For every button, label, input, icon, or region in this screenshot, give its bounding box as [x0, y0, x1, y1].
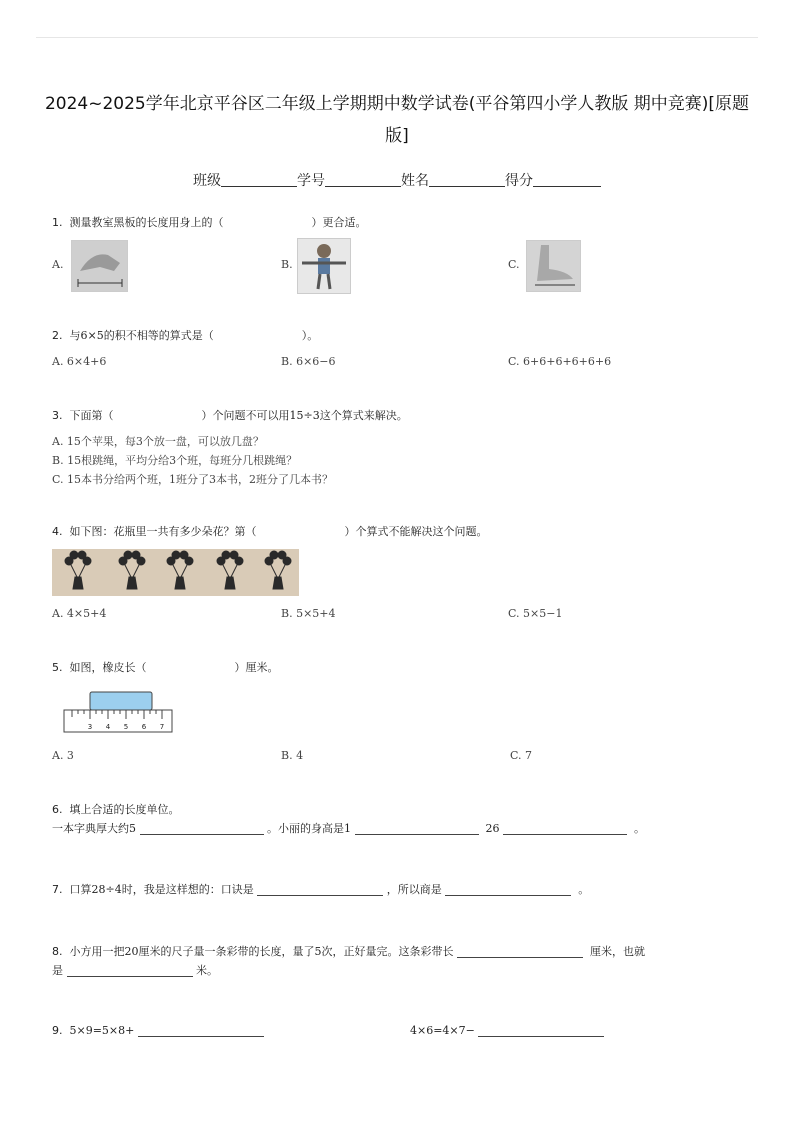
question-number: 4. [52, 525, 63, 538]
blank-prompt: 。 [634, 822, 645, 835]
question-number: 9. [52, 1024, 63, 1037]
option-a[interactable]: A. 4×5+4 [52, 607, 107, 620]
question-text: 如图，橡皮长（ [69, 661, 147, 674]
question-9 [52, 1023, 264, 1039]
flower-vases-image [52, 549, 299, 596]
question-1 [52, 215, 367, 231]
question-text: 填上合适的长度单位。 [69, 803, 180, 816]
name-field[interactable] [429, 172, 505, 187]
option-a[interactable]: A. 6×4+6 [52, 355, 107, 368]
question-text: 测量教室黑板的长度用身上的（ [69, 216, 224, 229]
class-label: 班级 [193, 173, 221, 189]
question-5 [52, 660, 279, 676]
option-c[interactable]: C. 5×5−1 [508, 607, 563, 620]
answer-blank[interactable] [257, 883, 383, 896]
blank-prompt: 。小丽的身高是1 [267, 822, 351, 835]
ruler-tick-label: 5 [123, 723, 129, 731]
option-a[interactable]: A. 15个苹果，每3个放一盘，可以放几盘？ [52, 435, 264, 448]
option-b[interactable]: B. [281, 258, 293, 271]
class-field[interactable] [221, 172, 297, 187]
answer-blank[interactable] [445, 883, 571, 896]
answer-blank[interactable] [67, 964, 193, 977]
question-6-blanks [52, 821, 645, 837]
equation-right: 4×6=4×7− [410, 1024, 475, 1037]
question-text: ，所以商是 [386, 883, 442, 896]
question-text: 米。 [196, 964, 218, 977]
eraser-ruler-image [62, 690, 174, 736]
question-number: 3. [52, 409, 63, 422]
question-text: 如下图：花瓶里一共有多少朵花？第（ [69, 525, 257, 538]
id-field[interactable] [325, 172, 401, 187]
ruler-tick-label: 6 [141, 723, 147, 731]
title-line-1: 2024~2025学年北京平谷区二年级上学期期中数学试卷(平谷第四小学人教版 期中竞赛)[原题 [44, 94, 750, 114]
question-number: 2. [52, 329, 63, 342]
answer-blank[interactable] [355, 822, 479, 835]
answer-blank[interactable] [503, 822, 627, 835]
question-8 [52, 944, 645, 960]
option-b[interactable]: B. 15根跳绳，平均分给3个班，每班分几根跳绳？ [52, 454, 298, 467]
question-text-end: ）厘米。 [234, 661, 279, 674]
question-text: 下面第（ [69, 409, 114, 422]
question-2 [52, 328, 318, 344]
foot-image [526, 240, 581, 292]
score-label: 得分 [505, 173, 533, 189]
question-number: 1. [52, 216, 63, 229]
answer-blank[interactable] [457, 945, 583, 958]
question-3 [52, 408, 408, 424]
student-info [0, 170, 794, 190]
question-text-end: ）。 [301, 329, 319, 342]
question-number: 8. [52, 945, 63, 958]
option-c[interactable]: C. 6+6+6+6+6+6 [508, 355, 612, 368]
option-b[interactable]: B. 5×5+4 [281, 607, 336, 620]
question-number: 7. [52, 883, 63, 896]
blank-prompt: 一本字典厚大约5 [52, 822, 136, 835]
question-text: 厘米，也就 [590, 945, 645, 958]
option-c[interactable]: C. 15本书分给两个班，1班分了3本书，2班分了几本书？ [52, 473, 334, 486]
arm-span-image [297, 238, 351, 294]
answer-blank[interactable] [478, 1024, 604, 1037]
option-c[interactable]: C. [508, 258, 520, 271]
ruler-tick-label: 4 [105, 723, 111, 731]
question-text-end: ）更合适。 [311, 216, 367, 229]
question-6 [52, 802, 180, 818]
hand-span-image [71, 240, 128, 292]
page-title [40, 88, 754, 152]
question-text: 与6×5的积不相等的算式是（ [69, 329, 214, 342]
option-b[interactable]: B. 6×6−6 [281, 355, 336, 368]
question-7 [52, 882, 589, 898]
question-number: 5. [52, 661, 63, 674]
question-text-end: ）个问题不可以用15÷3这个算式来解决。 [201, 409, 408, 422]
question-text: 小方用一把20厘米的尺子量一条彩带的长度，量了5次，正好量完。这条彩带长 [69, 945, 454, 958]
question-text-end: ）个算式不能解决这个问题。 [344, 525, 488, 538]
question-8-continued [52, 963, 218, 979]
ruler-tick-label: 3 [87, 723, 93, 731]
score-field[interactable] [533, 172, 601, 187]
blank-prompt: 26 [485, 822, 500, 835]
question-4 [52, 524, 488, 540]
title-line-2: 版] [385, 126, 409, 146]
question-text: 口算28÷4时，我是这样想的：口诀是 [69, 883, 254, 896]
answer-blank[interactable] [140, 822, 264, 835]
answer-blank[interactable] [138, 1024, 264, 1037]
question-number: 6. [52, 803, 63, 816]
option-c[interactable]: C. 7 [510, 749, 533, 762]
name-label: 姓名 [401, 173, 429, 189]
top-divider [36, 37, 758, 38]
question-text: 。 [578, 883, 590, 896]
equation-left: 5×9=5×8+ [69, 1024, 135, 1037]
question-text: 是 [52, 964, 63, 977]
question-9-right [410, 1023, 604, 1039]
option-a[interactable]: A. [52, 258, 64, 271]
id-label: 学号 [297, 173, 325, 189]
ruler-tick-label: 7 [159, 723, 165, 731]
option-b[interactable]: B. 4 [281, 749, 304, 762]
option-a[interactable]: A. 3 [52, 749, 74, 762]
